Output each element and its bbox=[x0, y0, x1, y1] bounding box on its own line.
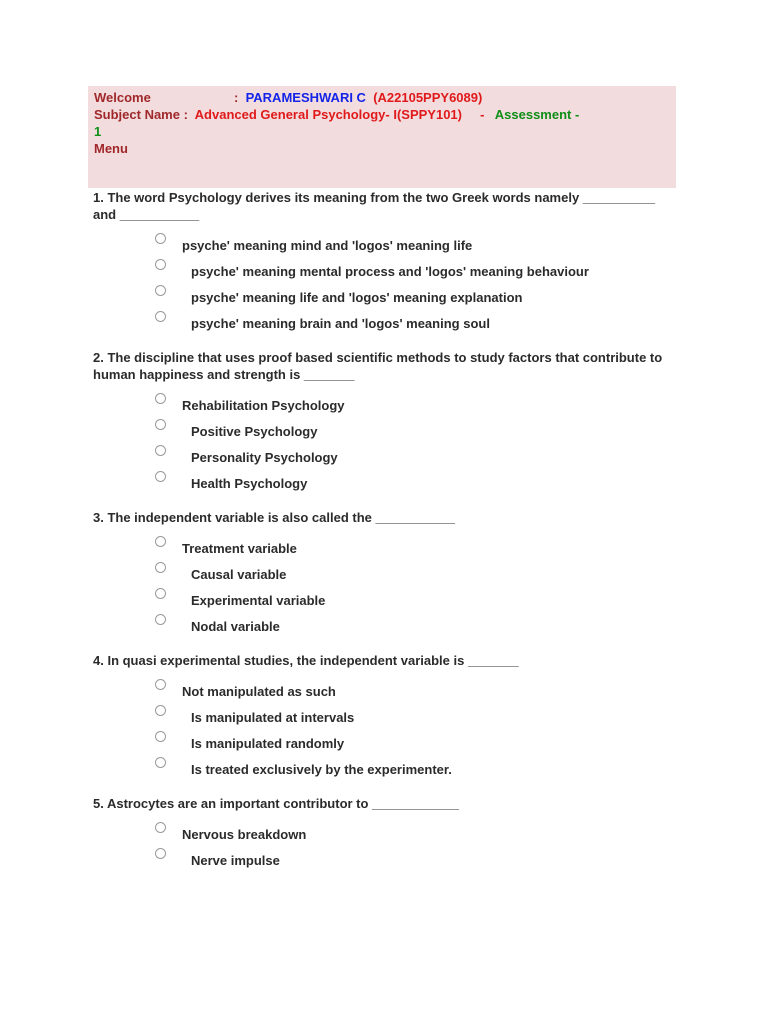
answer-option-label: Causal variable bbox=[191, 567, 287, 582]
answer-option-label: Personality Psychology bbox=[191, 450, 338, 465]
answer-option[interactable] bbox=[155, 259, 683, 285]
answer-option[interactable] bbox=[155, 562, 683, 588]
answer-option-label: Treatment variable bbox=[182, 541, 297, 556]
assessment-header bbox=[88, 86, 676, 188]
answer-option-label: Is treated exclusively by the experimenter. bbox=[191, 762, 452, 777]
radio-button[interactable] bbox=[155, 233, 166, 244]
radio-button[interactable] bbox=[155, 848, 166, 859]
answer-option-label: Nodal variable bbox=[191, 619, 280, 634]
answer-option[interactable] bbox=[155, 757, 683, 783]
answer-option[interactable] bbox=[155, 731, 683, 757]
subject-line bbox=[94, 106, 670, 140]
answer-options bbox=[155, 822, 683, 874]
answer-option-label: psyche' meaning mental process and 'logos' meaning behaviour bbox=[191, 264, 589, 279]
question-3 bbox=[93, 509, 683, 640]
answer-option[interactable] bbox=[155, 536, 683, 562]
radio-button[interactable] bbox=[155, 705, 166, 716]
radio-button[interactable] bbox=[155, 757, 166, 768]
answer-option-label: psyche' meaning life and 'logos' meaning explanation bbox=[191, 290, 523, 305]
answer-options bbox=[155, 679, 683, 783]
question-text: 4. In quasi experimental studies, the independent variable is _______ bbox=[93, 653, 519, 668]
answer-options bbox=[155, 233, 683, 337]
radio-button[interactable] bbox=[155, 588, 166, 599]
answer-option[interactable] bbox=[155, 679, 683, 705]
radio-button[interactable] bbox=[155, 445, 166, 456]
radio-button[interactable] bbox=[155, 536, 166, 547]
question-text: 1. The word Psychology derives its meaning from the two Greek words namely __________ and ___________ bbox=[93, 190, 656, 222]
user-name: PARAMESHWARI C bbox=[245, 90, 366, 105]
answer-option[interactable] bbox=[155, 588, 683, 614]
subject-separator: - bbox=[480, 107, 485, 122]
radio-button[interactable] bbox=[155, 731, 166, 742]
assessment-number: 1 bbox=[94, 124, 102, 139]
question-text: 2. The discipline that uses proof based scientific methods to study factors that contribute to human happiness and strength is _______ bbox=[93, 350, 663, 382]
menu-link[interactable]: Menu bbox=[94, 141, 128, 156]
subject-label: Subject Name : bbox=[94, 107, 188, 122]
question-text: 5. Astrocytes are an important contributor to ____________ bbox=[93, 796, 459, 811]
answer-option-label: Health Psychology bbox=[191, 476, 308, 491]
answer-option-label: Nerve impulse bbox=[191, 853, 280, 868]
assessment-label: Assessment - bbox=[494, 107, 580, 122]
answer-option-label: psyche' meaning brain and 'logos' meaning soul bbox=[191, 316, 490, 331]
answer-option-label: Is manipulated at intervals bbox=[191, 710, 355, 725]
radio-button[interactable] bbox=[155, 419, 166, 430]
radio-button[interactable] bbox=[155, 562, 166, 573]
radio-button[interactable] bbox=[155, 393, 166, 404]
radio-button[interactable] bbox=[155, 679, 166, 690]
question-2 bbox=[93, 349, 683, 497]
answer-option-label: Not manipulated as such bbox=[182, 684, 336, 699]
answer-options bbox=[155, 536, 683, 640]
answer-option-label: Is manipulated randomly bbox=[191, 736, 345, 751]
answer-option[interactable] bbox=[155, 311, 683, 337]
question-list bbox=[93, 189, 683, 886]
answer-option[interactable] bbox=[155, 471, 683, 497]
radio-button[interactable] bbox=[155, 259, 166, 270]
welcome-colon: : bbox=[234, 90, 239, 105]
radio-button[interactable] bbox=[155, 471, 166, 482]
user-id: (A22105PPY6089) bbox=[373, 90, 483, 105]
welcome-line bbox=[94, 89, 670, 106]
answer-option[interactable] bbox=[155, 419, 683, 445]
subject-name: Advanced General Psychology- I(SPPY101) bbox=[194, 107, 462, 122]
answer-option[interactable] bbox=[155, 233, 683, 259]
answer-option[interactable] bbox=[155, 822, 683, 848]
welcome-label: Welcome bbox=[94, 90, 151, 105]
answer-option-label: psyche' meaning mind and 'logos' meaning life bbox=[182, 238, 473, 253]
radio-button[interactable] bbox=[155, 614, 166, 625]
answer-option[interactable] bbox=[155, 705, 683, 731]
answer-option-label: Positive Psychology bbox=[191, 424, 318, 439]
radio-button[interactable] bbox=[155, 311, 166, 322]
radio-button[interactable] bbox=[155, 822, 166, 833]
answer-option-label: Experimental variable bbox=[191, 593, 326, 608]
answer-option-label: Rehabilitation Psychology bbox=[182, 398, 345, 413]
question-1 bbox=[93, 189, 683, 337]
question-4 bbox=[93, 652, 683, 783]
answer-option[interactable] bbox=[155, 285, 683, 311]
answer-option[interactable] bbox=[155, 393, 683, 419]
answer-option[interactable] bbox=[155, 848, 683, 874]
radio-button[interactable] bbox=[155, 285, 166, 296]
answer-option[interactable] bbox=[155, 614, 683, 640]
question-text: 3. The independent variable is also called the ___________ bbox=[93, 510, 456, 525]
answer-options bbox=[155, 393, 683, 497]
question-5 bbox=[93, 795, 683, 874]
answer-option[interactable] bbox=[155, 445, 683, 471]
answer-option-label: Nervous breakdown bbox=[182, 827, 307, 842]
